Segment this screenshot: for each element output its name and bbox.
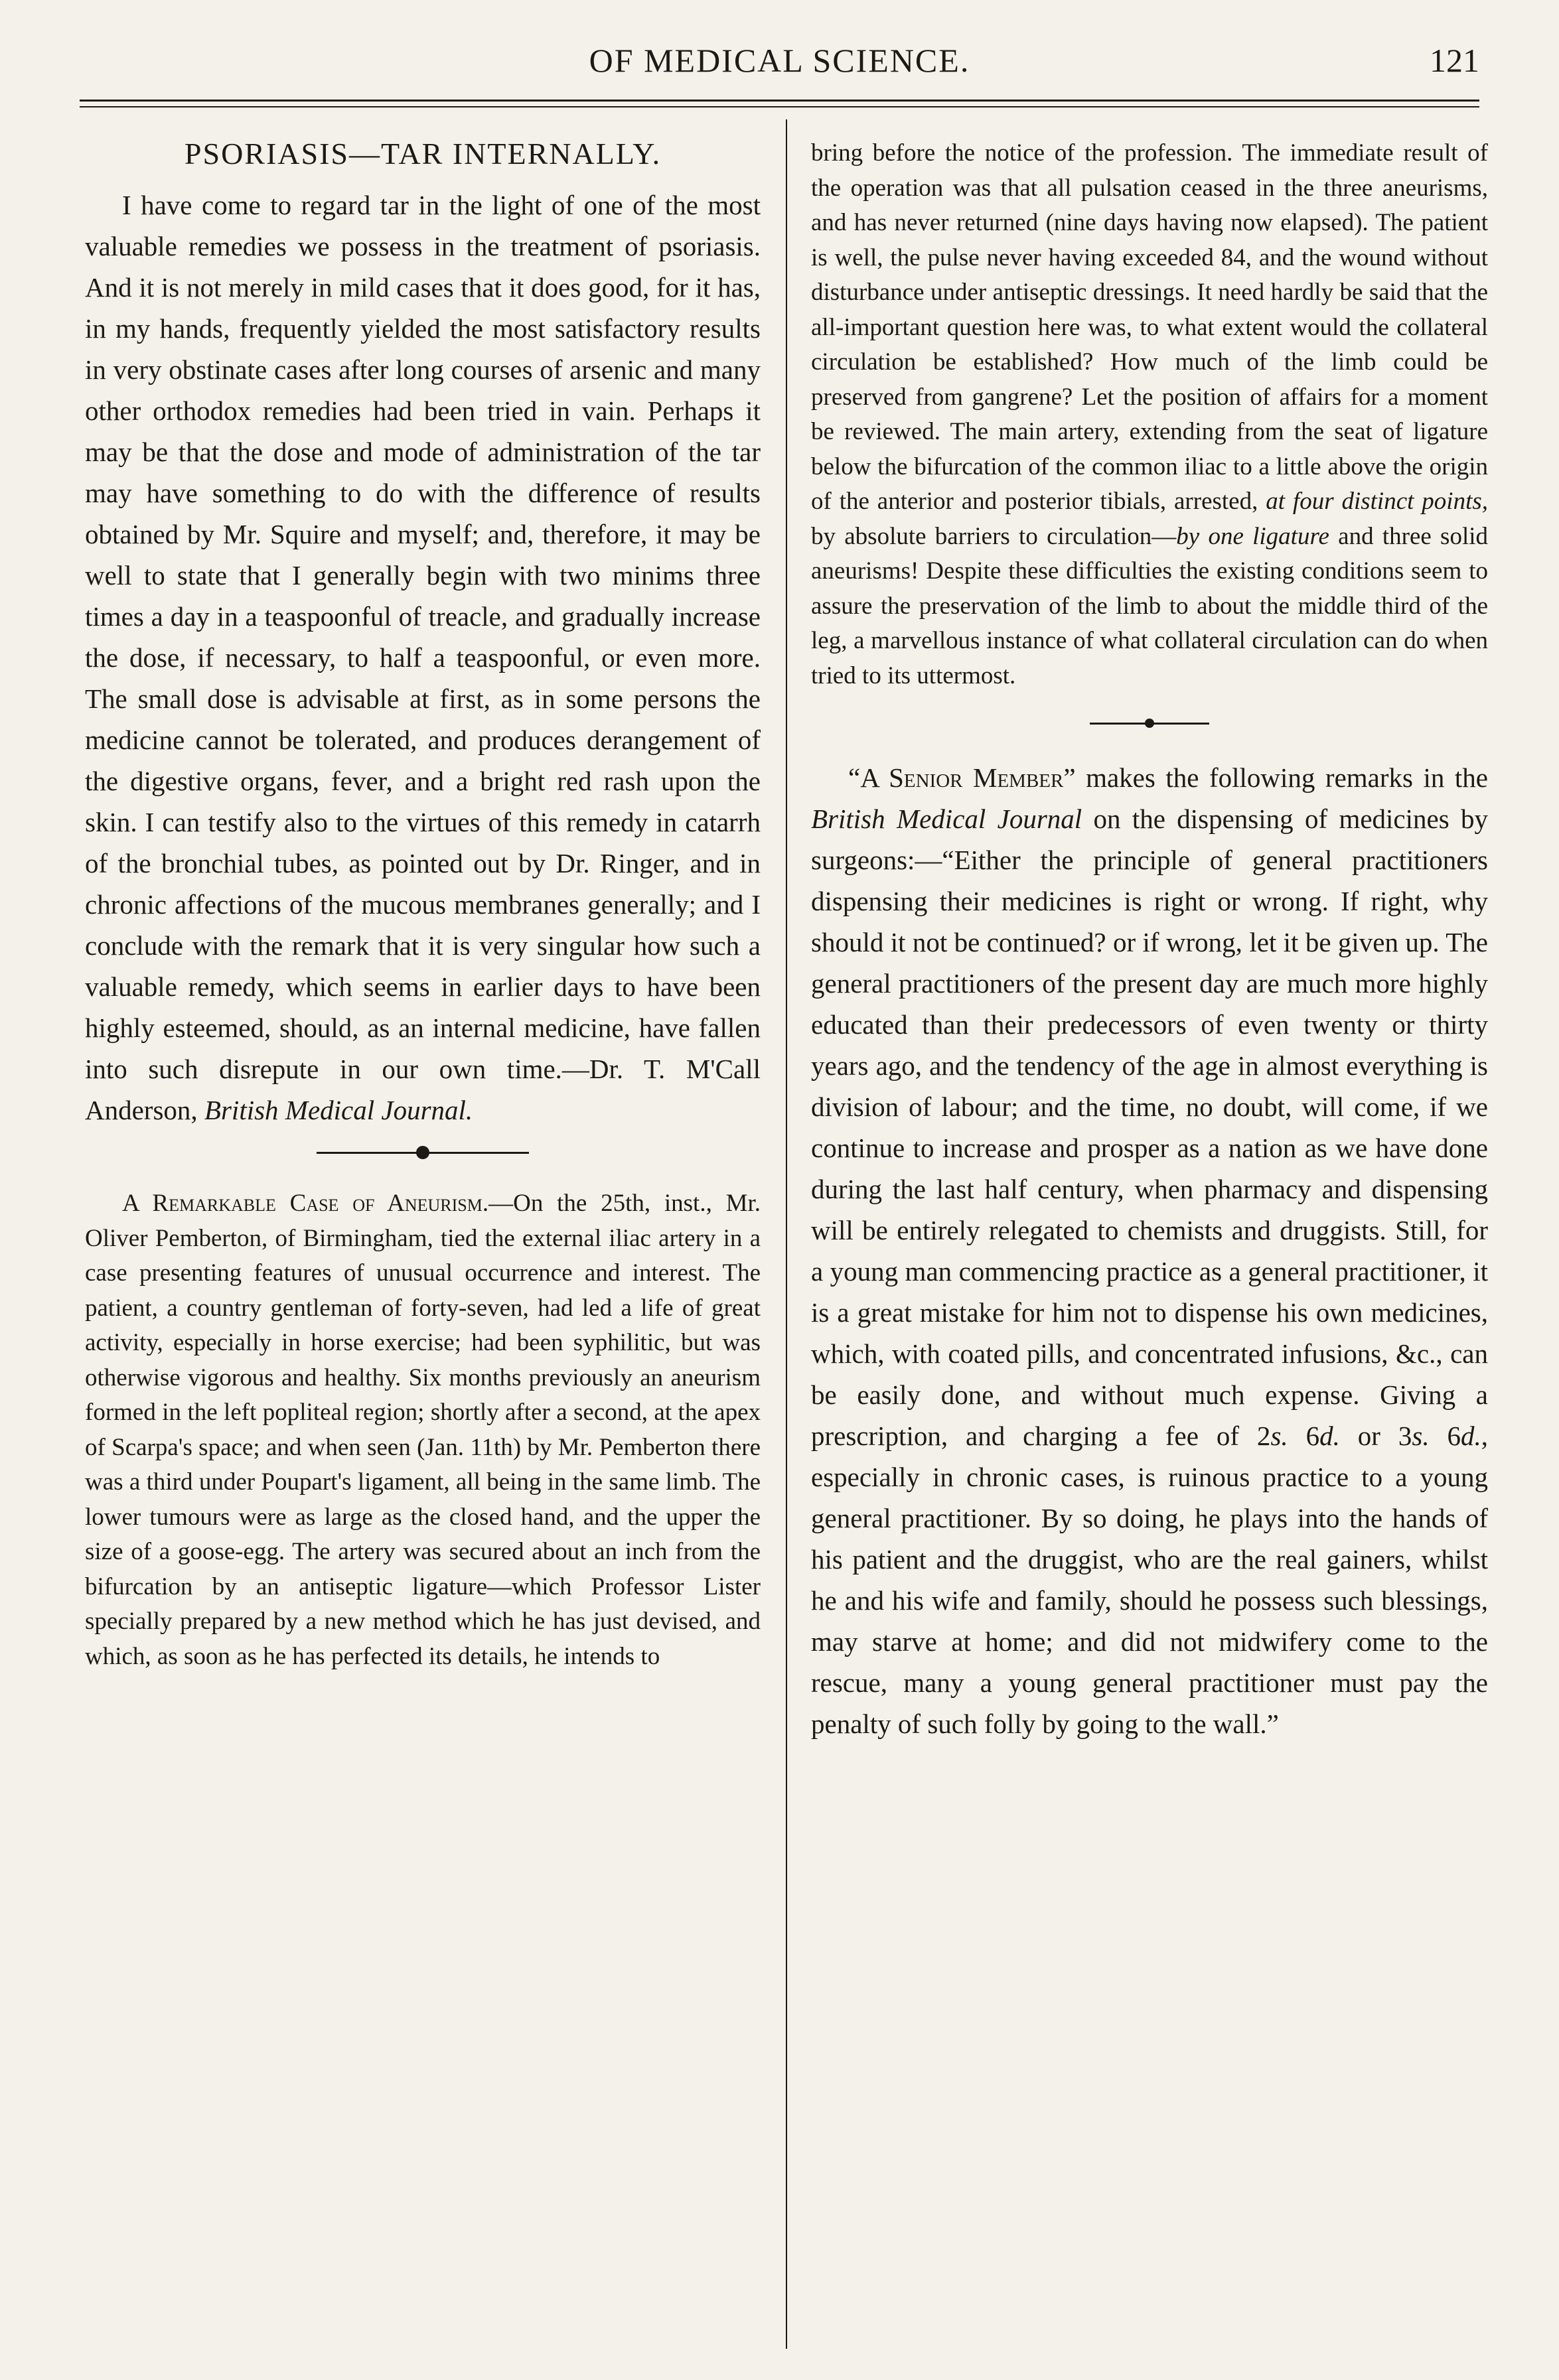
senior-unit-d2: d. <box>1461 1421 1481 1451</box>
aneurism-cont-text-a: bring before the notice of the profession. The immediate result of the operation was that all pulsation ceased in the three aneurisms, and has never returned (nine days having now elapsed). The patient is well, the pulse never having exceeded 84, and the wound without disturbance under antiseptic dressings. It need hardly be said that the all-important question here was, to what extent would the collateral circulation be established? How much of the limb could be preserved from gangrene? Let the position of affairs for a moment be reviewed. The main artery, extending from the seat of ligature below the bifurcation of the common iliac to a little above the origin of the anterior and posterior tibials, arrested, <box>811 139 1488 515</box>
article-heading-psoriasis: PSORIASIS—TAR INTERNALLY. <box>184 137 662 171</box>
aneurism-cont-italic-a: at four distinct points, <box>1266 488 1489 515</box>
separator-ornament <box>416 1146 429 1159</box>
running-head <box>80 41 1479 94</box>
senior-journal-name: British Medical Journal <box>811 804 1082 834</box>
senior-text-e: 6 <box>1429 1421 1461 1451</box>
open-quote: “ <box>848 762 861 793</box>
aneurism-text: —On the 25th, inst., Mr. Oliver Pemberton, of Birmingham, tied the external iliac artery in a case presenting features of unusual occurrence and interest. The patient, a country gentleman of forty-seven, had led a life of great activity, especially in horse exercise; had been syphilitic, but was otherwise vigorous and healthy. Six months previously an aneurism formed in the left popliteal region; shortly after a second, at the apex of Scarpa's space; and when seen (Jan. 11th) by Mr. Pemberton there was a third under Poupart's ligament, all being in the same limb. The lower tumours were as large as the closed hand, and the upper the size of a goose-egg. The artery was secured about an inch from the bifurcation by an antiseptic ligature—which Professor Lister specially prepared by a new method which he has just devised, and which, as soon as he has perfected its details, he intends to <box>85 1190 761 1670</box>
article-body-aneurism <box>85 1186 761 1674</box>
senior-text-f: , especially in chronic cases, is ruinous practice to a young general practitioner. By so doing, he plays into the hands of his patient and the druggist, who are the real gainers, whilst he and his wife and family, should he possess such blessings, may starve at home; and did not midwifery come to the rescue, many a young general practitioner must pay the penalty of such folly by going to the wall.” <box>811 1421 1489 1739</box>
senior-unit-s1: s. <box>1270 1421 1288 1451</box>
senior-unit-d1: d. <box>1319 1421 1340 1451</box>
section-separator <box>85 1137 761 1168</box>
left-column <box>85 136 761 1674</box>
header-rule-thin <box>80 106 1479 107</box>
separator-ornament <box>1145 719 1154 728</box>
psoriasis-text: I have come to regard tar in the light of one of the most valuable remedies we possess in the treatment of psoriasis. And it is not merely in mild cases that it does good, for it has, in my hands, frequently yielded the most satisfactory results in very obstinate cases after long courses of arsenic and many other orthodox remedies had been tried in vain. Perhaps it may be that the dose and mode of administration of the tar may have something to do with the difference of results obtained by Mr. Squire and myself; and, therefore, it may be well to state that I generally begin with two minims three times a day in a teaspoonful of treacle, and gradually increase the dose, if necessary, to half a teaspoonful, or even more. The small dose is advisable at first, as in some persons the medicine cannot be tolerated, and produces derangement of the digestive organs, fever, and a bright red rash upon the skin. I can testify also to the virtues of this remedy in catarrh of the bronchial tubes, as pointed out by Dr. Ringer, and in chronic affections of the mucous membranes generally; and I conclude with the remark that it is very singular how such a valuable remedy, which seems in earlier days to have been highly esteemed, should, as an internal medicine, have fallen into such disrepute in our own time.—Dr. T. M'Call Anderson, <box>85 190 761 1125</box>
article-body-senior-member <box>811 757 1488 1744</box>
senior-text-b: on the dispensing of medicines by surgeons:—“Either the principle of general practitioners dispensing their medicines is right or wrong. If right, why should it not be continued? or if wrong, let it be given up. The general practitioners of the present day are much more highly educated than their predecessors of even twenty or thirty years ago, and the tendency of the age in almost everything is division of labour; and the time, no doubt, will come, if we continue to increase and prosper as a nation as we have done during the last half century, when pharmacy and dispensing will be entirely relegated to chemists and druggists. Still, for a young man commencing practice as a general practitioner, it is a great mistake for him not to dispense his own medicines, which, with coated pills, and concentrated infusions, &c., can be easily done, and without much expense. Giving a prescription, and charging a fee of 2 <box>811 804 1488 1451</box>
aneurism-cont-text-c: and three solid aneurisms! Despite these difficulties the existing conditions seem to assure the preservation of the limb to about the middle third of the leg, a marvellous instance of what collateral circulation can do when tried to its uttermost. <box>811 522 1488 689</box>
senior-member-heading: A Senior Member <box>860 762 1064 793</box>
running-title: OF MEDICAL SCIENCE. <box>589 42 970 79</box>
aneurism-heading: A Remarkable Case of Aneurism. <box>122 1190 489 1217</box>
senior-text-a: ” makes the following remarks in the <box>1063 762 1488 793</box>
page-number: 121 <box>1430 42 1479 79</box>
article-body-aneurism-continued <box>811 136 1488 693</box>
column-divider <box>786 119 787 2349</box>
senior-unit-s2: s. <box>1412 1421 1430 1451</box>
aneurism-cont-italic-b: by one ligature <box>1176 522 1329 550</box>
right-column <box>811 136 1488 1744</box>
aneurism-cont-text-b: by absolute barriers to circulation— <box>811 522 1177 550</box>
senior-text-d: or 3 <box>1339 1421 1412 1451</box>
psoriasis-source: British Medical Journal. <box>204 1095 473 1125</box>
article-body-psoriasis <box>85 184 761 1131</box>
section-separator-right <box>811 708 1488 738</box>
senior-text-c: 6 <box>1288 1421 1320 1451</box>
header-rule <box>80 100 1479 102</box>
